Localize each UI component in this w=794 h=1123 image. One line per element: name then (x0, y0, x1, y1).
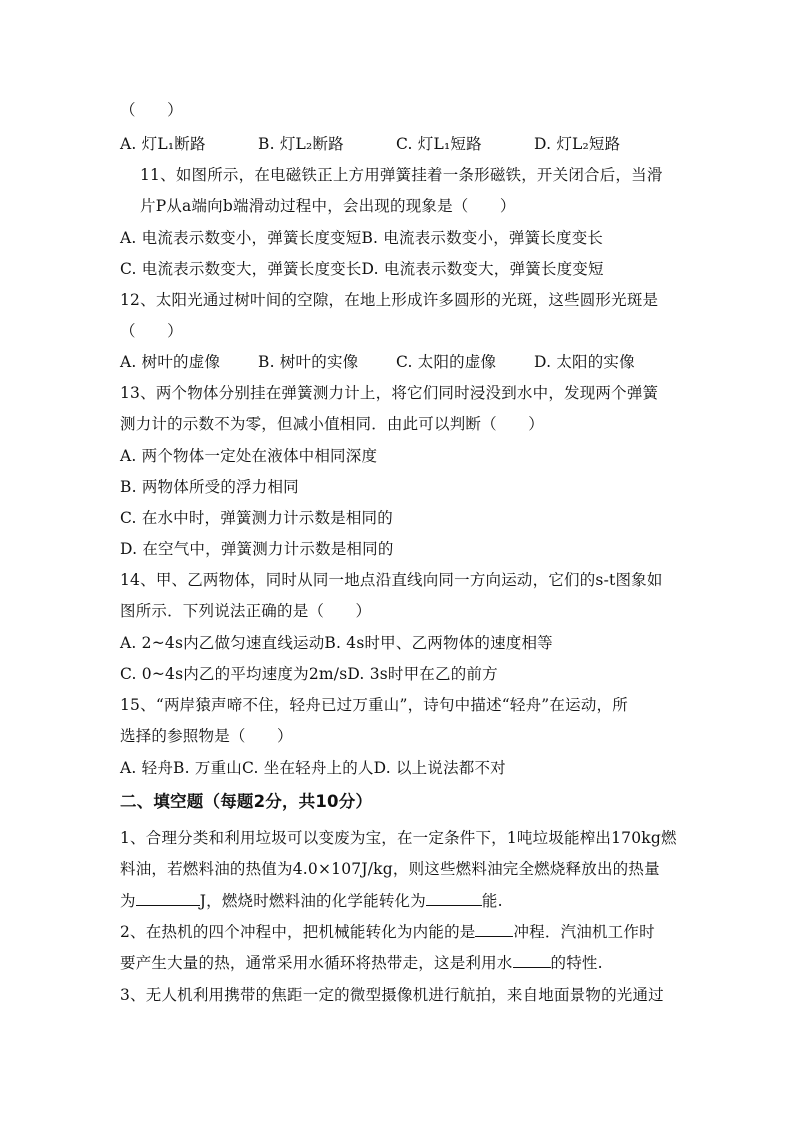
q15-options: A. 轻舟B. 万重山C. 坐在轻舟上的人D. 以上说法都不对 (120, 759, 506, 777)
f1-line3-middle: J，燃烧时燃料油的化学能转化为 (199, 892, 426, 910)
q10-option-b: B. 灯L₂断路 (258, 135, 344, 153)
q10-options (120, 134, 620, 154)
f2-line1 (120, 922, 655, 942)
f2-blank-property (513, 953, 551, 968)
f1-line1: 1、合理分类和利用垃圾可以变废为宝，在一定条件下，1吨垃圾能榨出170kg燃 (120, 829, 677, 847)
q12-stem-line1: 12、太阳光通过树叶间的空隙，在地上形成许多圆形的光斑，这些圆形光斑是 (120, 291, 659, 309)
f2-line2 (120, 953, 603, 973)
f2-blank-stroke (475, 922, 513, 937)
q13-option-d: D. 在空气中，弹簧测力计示数是相同的 (120, 540, 394, 558)
q13-stem-line2: 测力计的示数不为零，但减小值相同．由此可以判断（ ） (120, 415, 544, 433)
q14-options-ab: A. 2~4s内乙做匀速直线运动B. 4s时甲、乙两物体的速度相等 (120, 634, 553, 652)
q14-stem-line2: 图所示．下列说法正确的是（ ） (120, 602, 372, 620)
q10-option-d: D. 灯L₂短路 (534, 135, 621, 153)
q10-option-a: A. 灯L₁断路 (120, 135, 206, 153)
q14-stem-line1: 14、甲、乙两物体，同时从同一地点沿直线向同一方向运动，它们的s-t图象如 (120, 571, 663, 589)
q12-option-a: A. 树叶的虚像 (120, 353, 221, 371)
q12-option-d: D. 太阳的实像 (534, 353, 635, 371)
section-heading-fill-in: 二、填空题（每题2分，共10分） (120, 792, 373, 811)
q11-options-ab: A. 电流表示数变小，弹簧长度变短B. 电流表示数变小，弹簧长度变长 (120, 229, 604, 247)
f1-blank-heat (136, 891, 200, 906)
f1-line3-suffix: 能. (481, 892, 503, 910)
q13-option-c: C. 在水中时，弹簧测力计示数是相同的 (120, 509, 393, 527)
f2-line2-prefix: 要产生大量的热，通常采用水循环将热带走，这是利用水 (120, 954, 513, 972)
q15-stem-line2: 选择的参照物是（ ） (120, 727, 293, 745)
f3-line1: 3、无人机利用携带的焦距一定的微型摄像机进行航拍，来自地面景物的光通过 (120, 986, 664, 1004)
q13-option-a: A. 两个物体一定处在液体中相同深度 (120, 447, 378, 465)
q12-option-b: B. 树叶的实像 (258, 353, 359, 371)
f1-line3-prefix: 为 (120, 892, 136, 910)
f1-line3 (120, 891, 503, 911)
q13-stem-line1: 13、两个物体分别挂在弹簧测力计上，将它们同时浸没到水中，发现两个弹簧 (120, 384, 659, 402)
q14-options-cd: C. 0~4s内乙的平均速度为2m/sD. 3s时甲在乙的前方 (120, 665, 498, 683)
f2-line1-suffix: 冲程．汽油机工作时 (513, 923, 655, 941)
f2-line2-suffix: 的特性. (550, 954, 603, 972)
q15-stem-line1: 15、“两岸猿声啼不住，轻舟已过万重山”，诗句中描述“轻舟”在运动，所 (120, 696, 628, 714)
q12-option-c: C. 太阳的虚像 (396, 353, 497, 371)
f1-line2: 料油，若燃料油的热值为4.0×107J/kg，则这些燃料油完全燃烧释放出的热量 (120, 860, 660, 878)
q12-options (120, 352, 635, 372)
f1-blank-energy (426, 891, 482, 906)
q11-stem-line2: 片P从a端向b端滑动过程中，会出现的现象是（ ） (140, 197, 516, 215)
q11-options-cd: C. 电流表示数变大，弹簧长度变长D. 电流表示数变大，弹簧长度变短 (120, 260, 604, 278)
q10-option-c: C. 灯L₁短路 (396, 135, 482, 153)
q11-stem-line1: 11、如图所示，在电磁铁正上方用弹簧挂着一条形磁铁，开关闭合后，当滑 (140, 166, 663, 184)
f2-line1-prefix: 2、在热机的四个冲程中，把机械能转化为内能的是 (120, 923, 476, 941)
q13-option-b: B. 两物体所受的浮力相同 (120, 478, 299, 496)
q10-answer-paren: （ ） (120, 101, 183, 119)
q12-answer-paren: （ ） (120, 322, 183, 340)
